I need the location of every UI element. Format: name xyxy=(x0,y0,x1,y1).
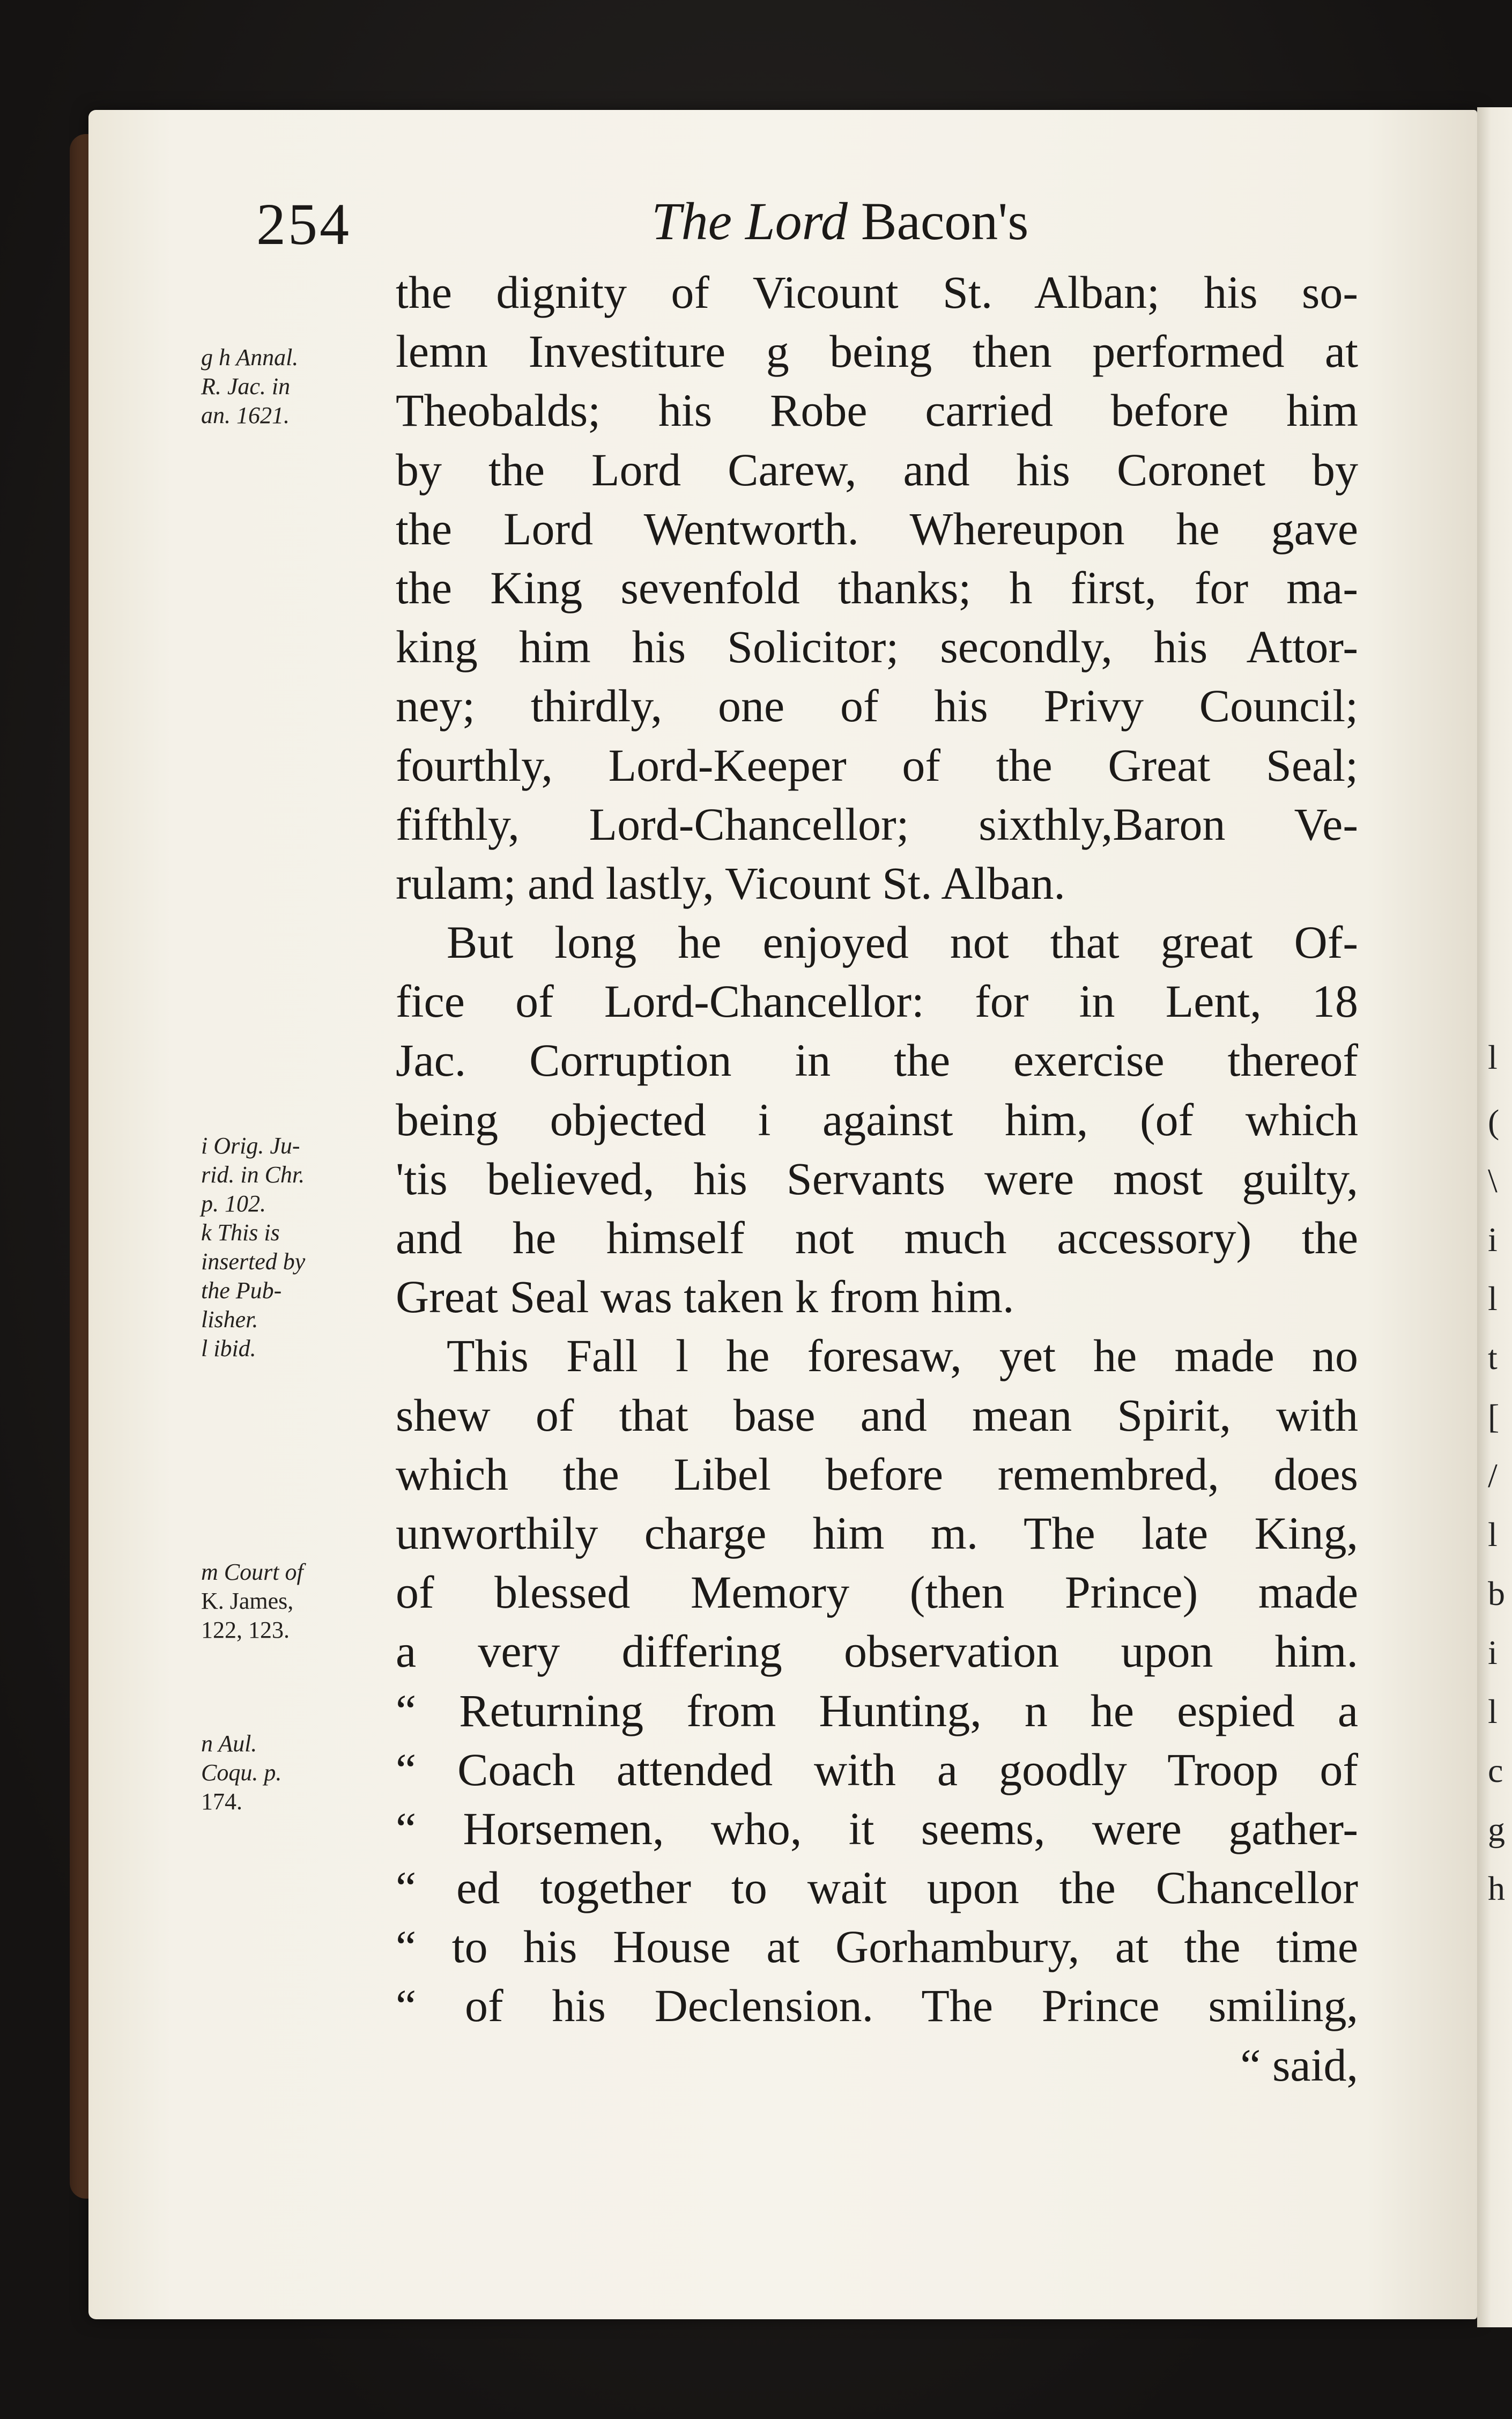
text-line: of blessed Memory (then Prince) made xyxy=(396,1566,1358,1618)
margin-note-orig-jurid xyxy=(201,1131,383,1363)
margin-note-line: i Orig. Ju- xyxy=(201,1133,300,1159)
margin-note-line: g h Annal. xyxy=(201,344,299,371)
text-line: lemn Investiture g being then performed at xyxy=(396,326,1358,378)
margin-note-line: rid. in Chr. xyxy=(201,1162,305,1188)
margin-note-line: an. 1621. xyxy=(201,402,290,428)
next-page-edge xyxy=(1477,107,1512,2327)
next-page-fragment: c xyxy=(1488,1751,1503,1789)
margin-note-line: K. James, xyxy=(201,1588,294,1614)
margin-note-line: m Court of xyxy=(201,1559,303,1585)
quote-line: “ of his Declension. The Prince smiling, xyxy=(396,1980,1358,2032)
text-line: and he himself not much accessory) the xyxy=(396,1212,1358,1263)
next-page-fragment: [ xyxy=(1488,1397,1500,1436)
text-line: Jac. Corruption in the exercise thereof xyxy=(396,1034,1358,1086)
next-page-fragment: ( xyxy=(1488,1103,1500,1141)
page-number: 254 xyxy=(256,191,351,257)
margin-note-annal xyxy=(201,343,383,430)
margin-note-aul-coqu xyxy=(201,1729,383,1816)
quote-line: “ Coach attended with a goodly Troop of xyxy=(396,1743,1358,1795)
margin-note-line: the Pub- xyxy=(201,1277,282,1304)
text-line: unworthily charge him m. The late King, xyxy=(396,1507,1358,1559)
text-line: Theobalds; his Robe carried before him xyxy=(396,384,1358,437)
quote-line: “ Horsemen, who, it seems, were gather- xyxy=(396,1802,1358,1854)
running-title-italic: The Lord xyxy=(651,191,848,251)
next-page-fragment: i xyxy=(1488,1633,1498,1671)
text-line: which the Libel before remembred, does xyxy=(396,1448,1358,1500)
running-title xyxy=(651,190,1028,252)
text-line: Great Seal was taken k from him. xyxy=(396,1271,1014,1323)
next-page-fragment: g xyxy=(1488,1810,1505,1848)
text-line: ney; thirdly, one of his Privy Council; xyxy=(396,680,1358,732)
paragraph-start-line: But long he enjoyed not that great Of- xyxy=(447,916,1358,968)
text-line: the Lord Wentworth. Whereupon he gave xyxy=(396,502,1358,554)
page-header xyxy=(0,190,1512,271)
margin-note-line: R. Jac. in xyxy=(201,373,291,400)
text-line: the dignity of Vicount St. Alban; his so- xyxy=(396,267,1358,318)
text-line: rulam; and lastly, Vicount St. Alban. xyxy=(396,857,1065,909)
next-page-fragment: b xyxy=(1488,1574,1505,1612)
next-page-fragment: l xyxy=(1488,1279,1498,1318)
margin-note-line: p. 102. xyxy=(201,1190,266,1217)
margin-note-line: l ibid. xyxy=(201,1335,256,1362)
quote-line: “ to his House at Gorhambury, at the time xyxy=(396,1921,1358,1973)
text-line: the King sevenfold thanks; h first, for ma- xyxy=(396,561,1358,613)
margin-note-line: k This is xyxy=(201,1219,280,1246)
text-line: fice of Lord-Chancellor: for in Lent, 18 xyxy=(396,975,1358,1027)
quote-line: “ ed together to wait upon the Chancellor xyxy=(396,1862,1358,1914)
margin-note-court xyxy=(201,1558,383,1645)
margin-note-line: n Aul. xyxy=(201,1730,257,1757)
text-line: being objected i against him, (of which xyxy=(396,1093,1358,1145)
margin-note-line: 174. xyxy=(201,1788,242,1815)
running-title-roman: Bacon's xyxy=(861,191,1029,251)
text-line: 'tis believed, his Servants were most guilty, xyxy=(396,1152,1358,1204)
text-line: king him his Solicitor; secondly, his Attor- xyxy=(396,621,1358,673)
body-text xyxy=(396,263,1358,2095)
margin-note-line: Coqu. p. xyxy=(201,1759,282,1786)
next-page-fragment: \ xyxy=(1488,1162,1498,1200)
text-line: a very differing observation upon him. xyxy=(396,1625,1358,1677)
margin-note-line: inserted by xyxy=(201,1248,306,1275)
next-page-fragment: i xyxy=(1488,1220,1498,1259)
paragraph-start-line: This Fall l he foresaw, yet he made no xyxy=(447,1330,1358,1382)
catchword-line: “ said, xyxy=(1240,2039,1358,2091)
text-line: shew of that base and mean Spirit, with xyxy=(396,1389,1358,1441)
text-line: by the Lord Carew, and his Coronet by xyxy=(396,443,1358,495)
quote-line: “ Returning from Hunting, n he espied a xyxy=(396,1684,1358,1736)
text-line: fourthly, Lord-Keeper of the Great Seal; xyxy=(396,739,1358,791)
text-line: fifthly, Lord-Chancellor; sixthly,Baron Ve- xyxy=(396,798,1358,850)
next-page-fragment: l xyxy=(1488,1515,1498,1554)
next-page-fragment: h xyxy=(1488,1869,1505,1907)
margin-note-line: lisher. xyxy=(201,1306,258,1333)
next-page-fragment: / xyxy=(1488,1456,1498,1495)
margin-note-line: 122, 123. xyxy=(201,1617,290,1643)
next-page-fragment: t xyxy=(1488,1338,1498,1377)
next-page-fragment: l xyxy=(1488,1692,1498,1730)
next-page-fragment: l xyxy=(1488,1038,1498,1076)
